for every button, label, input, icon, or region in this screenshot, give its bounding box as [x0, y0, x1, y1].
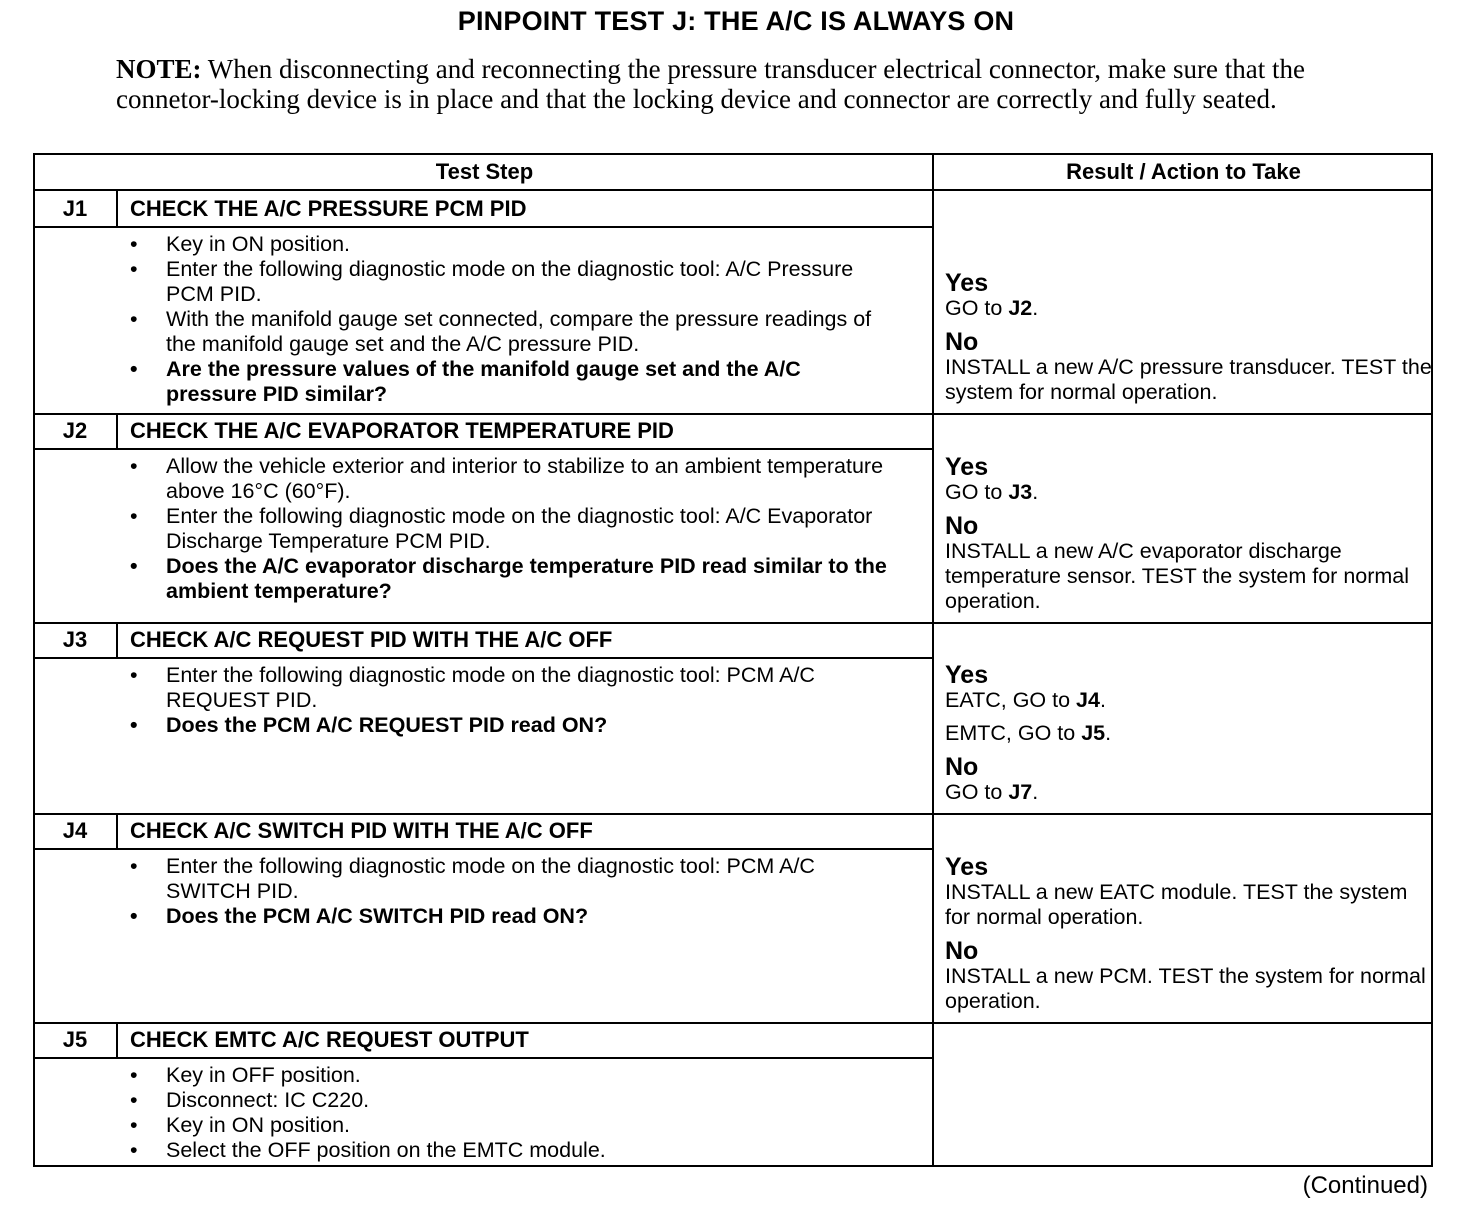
continued-label: (Continued): [1302, 1172, 1428, 1199]
id-divider: [116, 191, 118, 227]
note-label: NOTE:: [116, 54, 202, 84]
list-item: • With the manifold gauge set connected, compare the pressure readings of the manifold gauge set and the A/C pressure PID.: [130, 307, 890, 357]
result-j3: [945, 662, 1435, 805]
step-title-j1: CHECK THE A/C PRESSURE PCM PID: [130, 196, 527, 221]
result-j4: [945, 854, 1435, 1014]
step-bullets-j2: [130, 454, 890, 604]
yes-action-eatc: EATC, GO to J4.: [945, 688, 1106, 712]
yes-action: GO to J3.: [945, 480, 1039, 504]
no-label: No: [945, 937, 979, 965]
id-divider: [116, 622, 118, 658]
no-label: No: [945, 328, 979, 356]
yes-action-emtc: EMTC, GO to J5.: [945, 721, 1112, 745]
yes-label: Yes: [945, 661, 989, 689]
id-divider: [116, 813, 118, 849]
page-title: PINPOINT TEST J: THE A/C IS ALWAYS ON: [457, 6, 1015, 36]
step-id-j2: J2: [62, 418, 88, 443]
step-id-j3: J3: [62, 627, 88, 652]
step-bullets-j3: [130, 663, 890, 738]
step-id-j5: J5: [62, 1027, 88, 1052]
step-bullets-j1: [130, 232, 890, 407]
pinpoint-table: [33, 153, 1433, 1167]
list-item: • Enter the following diagnostic mode on the diagnostic tool: A/C Pressure PCM PID.: [130, 257, 890, 307]
step-title-j5: CHECK EMTC A/C REQUEST OUTPUT: [130, 1027, 529, 1052]
list-item: • Enter the following diagnostic mode on the diagnostic tool: A/C Evaporator Discharge Temperature PCM PID.: [130, 504, 890, 554]
row-divider: [35, 657, 933, 659]
note: [116, 54, 1316, 114]
list-item: • Enter the following diagnostic mode on the diagnostic tool: PCM A/C REQUEST PID.: [130, 663, 890, 713]
yes-label: Yes: [945, 269, 989, 297]
list-item: • Disconnect: IC C220.: [130, 1088, 890, 1113]
list-item: • Are the pressure values of the manifold gauge set and the A/C pressure PID similar?: [130, 357, 890, 407]
list-item: • Does the A/C evaporator discharge temperature PID read similar to the ambient temperature?: [130, 554, 890, 604]
step-bullets-j4: [130, 854, 890, 929]
id-divider: [116, 1022, 118, 1058]
row-divider: [35, 1057, 933, 1059]
list-item: • Key in ON position.: [130, 232, 890, 257]
column-divider: [932, 155, 934, 1167]
step-id-j1: J1: [62, 196, 88, 221]
header-result: Result / Action to Take: [934, 155, 1433, 191]
list-item: • Allow the vehicle exterior and interior to stabilize to an ambient temperature above 16°C (60°F).: [130, 454, 890, 504]
yes-label: Yes: [945, 853, 989, 881]
no-label: No: [945, 512, 979, 540]
no-action: INSTALL a new A/C evaporator discharge temperature sensor. TEST the system for normal operation.: [945, 539, 1410, 613]
list-item: • Does the PCM A/C REQUEST PID read ON?: [130, 713, 890, 738]
list-item: • Key in ON position.: [130, 1113, 890, 1138]
note-text: When disconnecting and reconnecting the pressure transducer electrical connector, make sure that the connetor-locking device is in place and that the locking device and connector are correctly and fully seated.: [116, 54, 1305, 114]
step-title-j4: CHECK A/C SWITCH PID WITH THE A/C OFF: [130, 818, 593, 843]
header-test-step: Test Step: [35, 155, 934, 191]
list-item: • Enter the following diagnostic mode on the diagnostic tool: PCM A/C SWITCH PID.: [130, 854, 890, 904]
row-divider: [35, 448, 933, 450]
row-divider: [35, 848, 933, 850]
no-action: INSTALL a new A/C pressure transducer. TEST the system for normal operation.: [945, 355, 1432, 404]
result-j2: [945, 454, 1435, 614]
list-item: • Key in OFF position.: [130, 1063, 890, 1088]
id-divider: [116, 413, 118, 449]
no-action: GO to J7.: [945, 780, 1039, 804]
row-divider: [35, 226, 933, 228]
list-item: • Does the PCM A/C SWITCH PID read ON?: [130, 904, 890, 929]
list-item: • Select the OFF position on the EMTC module.: [130, 1138, 890, 1163]
yes-label: Yes: [945, 453, 989, 481]
yes-action: INSTALL a new EATC module. TEST the system for normal operation.: [945, 880, 1408, 929]
step-title-j3: CHECK A/C REQUEST PID WITH THE A/C OFF: [130, 627, 613, 652]
no-label: No: [945, 753, 979, 781]
step-bullets-j5: [130, 1063, 890, 1163]
step-id-j4: J4: [62, 818, 88, 843]
yes-action: GO to J2.: [945, 296, 1039, 320]
step-title-j2: CHECK THE A/C EVAPORATOR TEMPERATURE PID: [130, 418, 674, 443]
no-action: INSTALL a new PCM. TEST the system for normal operation.: [945, 964, 1426, 1013]
result-j1: [945, 270, 1435, 405]
